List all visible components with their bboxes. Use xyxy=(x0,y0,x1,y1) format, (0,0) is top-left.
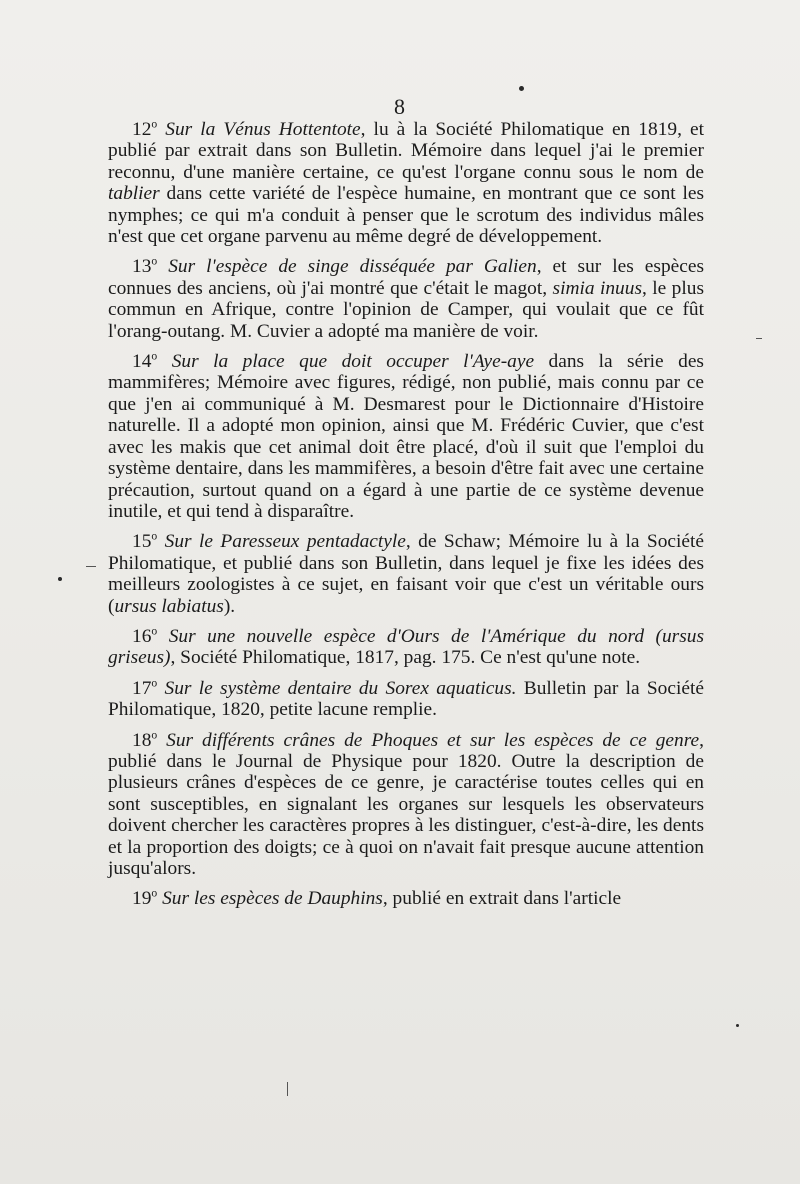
entry-text: , de Schaw; Mémoire lu à la Société Philomatique, et publié dans son Bulletin, dans lequel je fixe les idées des meilleurs zoologistes à ce sujet, en faisant voir que c'est un véritable ours ( xyxy=(108,531,704,617)
scan-speck xyxy=(58,577,62,581)
entry-number xyxy=(132,678,157,699)
entry-12 xyxy=(108,119,704,247)
entry-number-value: 18 xyxy=(132,729,152,751)
entry-title: Sur une nouvelle espèce d'Ours de l'Amérique du nord (ursus griseus) xyxy=(108,625,704,669)
entry-italic-term: simia inuus xyxy=(552,277,642,299)
entry-title: Sur l'espèce de singe disséquée par Galien xyxy=(168,256,537,278)
entry-number-value: 13 xyxy=(132,256,152,278)
entry-title: Sur la place que doit occuper l'Aye-aye xyxy=(171,351,535,373)
entry-number-degree: o xyxy=(151,254,158,268)
scan-mark xyxy=(86,566,96,567)
entry-number-value: 17 xyxy=(132,677,152,699)
entry-text: Bulletin par la Société Philomatique, 1820, petite lacune remplie. xyxy=(108,677,704,721)
entry-14 xyxy=(108,351,704,522)
entry-text xyxy=(157,351,171,372)
entry-number-value: 14 xyxy=(132,351,152,373)
entry-text: , Société Philomatique, 1817, pag. 175. Ce n'est qu'une note. xyxy=(170,647,641,669)
scan-speck xyxy=(519,86,524,91)
entry-number-value: 15 xyxy=(132,531,152,553)
entry-italic-term: tablier xyxy=(108,183,160,205)
entry-number-degree: o xyxy=(151,676,158,690)
entry-number-value: 16 xyxy=(132,625,152,647)
entry-text xyxy=(157,730,166,751)
entry-number xyxy=(132,888,157,909)
entry-title: Sur le Paresseux pentadactyle xyxy=(164,531,406,553)
entry-text: dans cette variété de l'espèce humaine, en montrant que ce sont les nymphes; ce qui m'a conduit à penser que le scrotum des individus mâles n'est que cet organe parvenu au même degré de développement. xyxy=(108,183,704,248)
entry-number xyxy=(132,626,157,647)
entry-number-value: 19 xyxy=(132,888,152,910)
entry-text xyxy=(157,256,168,277)
entry-13 xyxy=(108,256,704,342)
entry-text xyxy=(157,626,169,647)
entry-text: , publié en extrait dans l'article xyxy=(382,888,622,910)
entry-number-degree: o xyxy=(151,886,158,900)
entry-number xyxy=(132,730,157,751)
entry-19 xyxy=(108,888,704,909)
entry-italic-term: ursus labiatus xyxy=(114,595,224,617)
entry-16 xyxy=(108,626,704,669)
entry-18 xyxy=(108,730,704,880)
entry-title: Sur le système dentaire du Sorex aquaticus. xyxy=(164,677,517,699)
scan-speck xyxy=(736,1024,739,1027)
page-body xyxy=(108,119,704,919)
scan-mark xyxy=(756,338,762,339)
entry-number xyxy=(132,256,157,277)
entry-text xyxy=(157,678,164,699)
entry-number-degree: o xyxy=(151,728,158,742)
entry-title: Sur les espèces de Dauphins xyxy=(162,888,383,910)
entry-text: ). xyxy=(223,595,236,617)
entry-17 xyxy=(108,678,704,721)
scan-mark xyxy=(287,1082,288,1096)
entry-text: , publié dans le Journal de Physique pour 1820. Outre la description de plusieurs crânes d'espèces de ce genre, je caractérise toutes celles qui en sont susceptibles, en signalant les organes sur lesquels les observateurs doivent chercher les caractères propres à les distinguer, c'est-à-dire, les dents et la proportion des doigts; ce à quoi on n'avait fait presque aucune attention jusqu'alors. xyxy=(108,729,704,879)
entry-text xyxy=(157,531,164,552)
entry-text: , lu à la Société Philomatique en 1819, et publié par extrait dans son Bulletin. Mémoire dans lequel j'ai le premier reconnu, d'une manière certaine, ce qu'est l'organe connu sous le nom de xyxy=(108,119,704,183)
entry-number-value: 12 xyxy=(132,119,152,140)
entry-number xyxy=(132,351,157,372)
entry-number-degree: o xyxy=(151,624,158,638)
entry-number-degree: o xyxy=(151,349,158,363)
entry-number-degree: o xyxy=(151,117,158,131)
entry-title: Sur la Vénus Hottentote xyxy=(165,119,361,140)
entry-text: , le plus commun en Afrique, contre l'opinion de Camper, qui voulait que ce fût l'orang-outang. M. Cuvier a adopté ma manière de voir. xyxy=(108,277,705,342)
entry-15 xyxy=(108,531,704,617)
page-number: 8 xyxy=(394,94,406,119)
entry-number-degree: o xyxy=(151,529,158,543)
entry-title: Sur différents crânes de Phoques et sur les espèces de ce genre xyxy=(166,729,700,751)
entry-text: dans la série des mammifères; Mémoire avec figures, rédigé, non publié, mais connu par ce que j'en ai communiqué à M. Desmarest pour le Dictionnaire d'Histoire naturelle. Il a adopté mon opinion, ainsi que M. Frédéric Cuvier, que c'est avec les makis que cet animal doit être placé, d'où il suit que l'emploi du système dentaire, dans les mammifères, a besoin d'être fait avec une certaine précaution, surtout quand on a égard à une partie de ce système devenue inutile, et qui tend à disparaître. xyxy=(108,351,704,522)
entry-number xyxy=(132,119,157,140)
entry-text: , et sur les espèces connues des anciens, où j'ai montré que c'était le magot, xyxy=(108,256,705,299)
entry-number xyxy=(132,531,157,552)
